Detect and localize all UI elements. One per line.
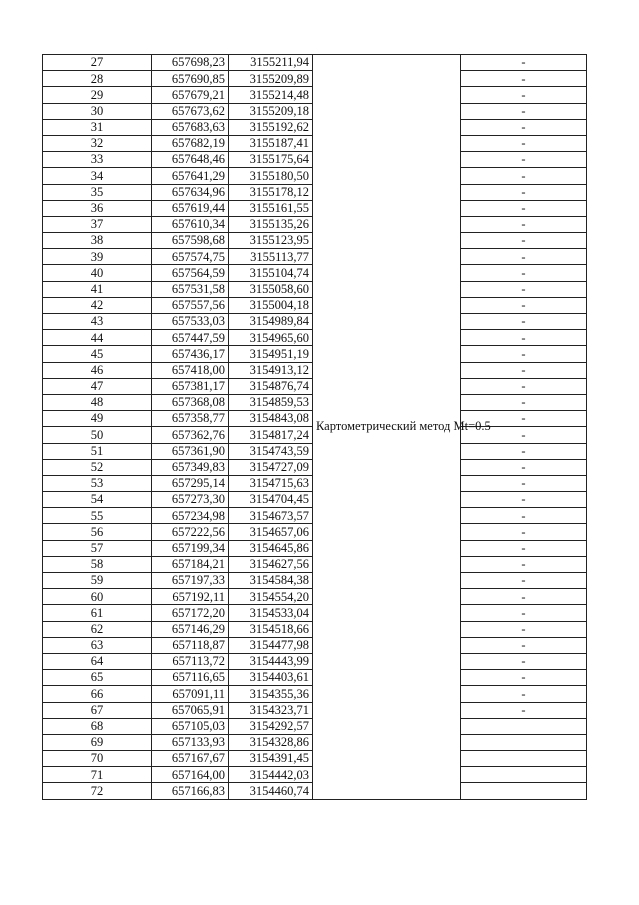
point-number-cell: 60 xyxy=(43,589,152,605)
mark-cell: - xyxy=(461,621,587,637)
mark-cell: - xyxy=(461,637,587,653)
x-coordinate-cell: 657447,59 xyxy=(152,330,229,346)
y-coordinate-cell: 3154743,59 xyxy=(229,443,313,459)
y-coordinate-cell: 3154477,98 xyxy=(229,637,313,653)
x-coordinate-cell: 657197,33 xyxy=(152,573,229,589)
x-coordinate-cell: 657381,17 xyxy=(152,378,229,394)
x-coordinate-cell: 657146,29 xyxy=(152,621,229,637)
point-number-cell: 32 xyxy=(43,135,152,151)
mark-cell: - xyxy=(461,71,587,87)
mark-cell xyxy=(461,718,587,734)
point-number-cell: 39 xyxy=(43,249,152,265)
point-number-cell: 62 xyxy=(43,621,152,637)
point-number-cell: 29 xyxy=(43,87,152,103)
x-coordinate-cell: 657574,75 xyxy=(152,249,229,265)
coordinates-table xyxy=(42,54,587,800)
point-number-cell: 44 xyxy=(43,330,152,346)
y-coordinate-cell: 3155175,64 xyxy=(229,152,313,168)
point-number-cell: 59 xyxy=(43,573,152,589)
point-number-cell: 27 xyxy=(43,55,152,71)
y-coordinate-cell: 3155161,55 xyxy=(229,200,313,216)
y-coordinate-cell: 3155178,12 xyxy=(229,184,313,200)
x-coordinate-cell: 657105,03 xyxy=(152,718,229,734)
coordinates-table-body xyxy=(43,55,587,800)
point-number-cell: 45 xyxy=(43,346,152,362)
x-coordinate-cell: 657683,63 xyxy=(152,119,229,135)
y-coordinate-cell: 3154518,66 xyxy=(229,621,313,637)
point-number-cell: 56 xyxy=(43,524,152,540)
mark-cell xyxy=(461,734,587,750)
mark-cell: - xyxy=(461,314,587,330)
point-number-cell: 53 xyxy=(43,475,152,491)
mark-cell: - xyxy=(461,249,587,265)
x-coordinate-cell: 657133,93 xyxy=(152,734,229,750)
y-coordinate-cell: 3154913,12 xyxy=(229,362,313,378)
point-number-cell: 72 xyxy=(43,783,152,799)
x-coordinate-cell: 657641,29 xyxy=(152,168,229,184)
y-coordinate-cell: 3155214,48 xyxy=(229,87,313,103)
y-coordinate-cell: 3154843,08 xyxy=(229,411,313,427)
y-coordinate-cell: 3154627,56 xyxy=(229,556,313,572)
point-number-cell: 52 xyxy=(43,459,152,475)
x-coordinate-cell: 657531,58 xyxy=(152,281,229,297)
x-coordinate-cell: 657362,76 xyxy=(152,427,229,443)
mark-cell: - xyxy=(461,524,587,540)
x-coordinate-cell: 657118,87 xyxy=(152,637,229,653)
x-coordinate-cell: 657361,90 xyxy=(152,443,229,459)
mark-cell xyxy=(461,751,587,767)
x-coordinate-cell: 657234,98 xyxy=(152,508,229,524)
method-cell: Картометрический метод Mt=0.5 xyxy=(313,55,461,800)
y-coordinate-cell: 3154673,57 xyxy=(229,508,313,524)
point-number-cell: 38 xyxy=(43,233,152,249)
x-coordinate-cell: 657564,59 xyxy=(152,265,229,281)
x-coordinate-cell: 657557,56 xyxy=(152,297,229,313)
mark-cell: - xyxy=(461,573,587,589)
y-coordinate-cell: 3154715,63 xyxy=(229,475,313,491)
x-coordinate-cell: 657065,91 xyxy=(152,702,229,718)
mark-cell: - xyxy=(461,540,587,556)
y-coordinate-cell: 3155123,95 xyxy=(229,233,313,249)
mark-cell: - xyxy=(461,55,587,71)
mark-cell: - xyxy=(461,443,587,459)
y-coordinate-cell: 3155135,26 xyxy=(229,216,313,232)
y-coordinate-cell: 3155209,18 xyxy=(229,103,313,119)
y-coordinate-cell: 3154323,71 xyxy=(229,702,313,718)
mark-cell: - xyxy=(461,216,587,232)
point-number-cell: 49 xyxy=(43,411,152,427)
point-number-cell: 57 xyxy=(43,540,152,556)
point-number-cell: 71 xyxy=(43,767,152,783)
point-number-cell: 69 xyxy=(43,734,152,750)
y-coordinate-cell: 3155211,94 xyxy=(229,55,313,71)
mark-cell: - xyxy=(461,233,587,249)
x-coordinate-cell: 657184,21 xyxy=(152,556,229,572)
mark-cell: - xyxy=(461,459,587,475)
point-number-cell: 48 xyxy=(43,394,152,410)
y-coordinate-cell: 3155180,50 xyxy=(229,168,313,184)
y-coordinate-cell: 3154460,74 xyxy=(229,783,313,799)
point-number-cell: 66 xyxy=(43,686,152,702)
point-number-cell: 63 xyxy=(43,637,152,653)
y-coordinate-cell: 3155187,41 xyxy=(229,135,313,151)
y-coordinate-cell: 3154645,86 xyxy=(229,540,313,556)
x-coordinate-cell: 657634,96 xyxy=(152,184,229,200)
y-coordinate-cell: 3154554,20 xyxy=(229,589,313,605)
y-coordinate-cell: 3154443,99 xyxy=(229,653,313,669)
point-number-cell: 42 xyxy=(43,297,152,313)
point-number-cell: 36 xyxy=(43,200,152,216)
x-coordinate-cell: 657682,19 xyxy=(152,135,229,151)
mark-cell: - xyxy=(461,378,587,394)
point-number-cell: 50 xyxy=(43,427,152,443)
y-coordinate-cell: 3154859,53 xyxy=(229,394,313,410)
mark-cell: - xyxy=(461,152,587,168)
y-coordinate-cell: 3154704,45 xyxy=(229,492,313,508)
mark-cell: - xyxy=(461,605,587,621)
mark-cell: - xyxy=(461,653,587,669)
point-number-cell: 70 xyxy=(43,751,152,767)
mark-cell: - xyxy=(461,427,587,443)
point-number-cell: 34 xyxy=(43,168,152,184)
mark-cell: - xyxy=(461,589,587,605)
y-coordinate-cell: 3154533,04 xyxy=(229,605,313,621)
x-coordinate-cell: 657167,67 xyxy=(152,751,229,767)
y-coordinate-cell: 3154328,86 xyxy=(229,734,313,750)
point-number-cell: 41 xyxy=(43,281,152,297)
mark-cell: - xyxy=(461,556,587,572)
x-coordinate-cell: 657172,20 xyxy=(152,605,229,621)
mark-cell: - xyxy=(461,119,587,135)
mark-cell: - xyxy=(461,702,587,718)
document-page xyxy=(42,54,586,800)
point-number-cell: 40 xyxy=(43,265,152,281)
x-coordinate-cell: 657222,56 xyxy=(152,524,229,540)
point-number-cell: 35 xyxy=(43,184,152,200)
x-coordinate-cell: 657673,62 xyxy=(152,103,229,119)
y-coordinate-cell: 3155004,18 xyxy=(229,297,313,313)
x-coordinate-cell: 657164,00 xyxy=(152,767,229,783)
mark-cell: - xyxy=(461,265,587,281)
point-number-cell: 65 xyxy=(43,670,152,686)
y-coordinate-cell: 3154403,61 xyxy=(229,670,313,686)
point-number-cell: 37 xyxy=(43,216,152,232)
point-number-cell: 67 xyxy=(43,702,152,718)
mark-cell: - xyxy=(461,346,587,362)
x-coordinate-cell: 657349,83 xyxy=(152,459,229,475)
mark-cell xyxy=(461,783,587,799)
y-coordinate-cell: 3155104,74 xyxy=(229,265,313,281)
mark-cell: - xyxy=(461,297,587,313)
mark-cell: - xyxy=(461,135,587,151)
x-coordinate-cell: 657436,17 xyxy=(152,346,229,362)
x-coordinate-cell: 657610,34 xyxy=(152,216,229,232)
x-coordinate-cell: 657358,77 xyxy=(152,411,229,427)
mark-cell: - xyxy=(461,200,587,216)
mark-cell: - xyxy=(461,330,587,346)
mark-cell: - xyxy=(461,184,587,200)
y-coordinate-cell: 3154965,60 xyxy=(229,330,313,346)
y-coordinate-cell: 3155209,89 xyxy=(229,71,313,87)
mark-cell: - xyxy=(461,394,587,410)
x-coordinate-cell: 657648,46 xyxy=(152,152,229,168)
y-coordinate-cell: 3154989,84 xyxy=(229,314,313,330)
mark-cell xyxy=(461,767,587,783)
point-number-cell: 46 xyxy=(43,362,152,378)
x-coordinate-cell: 657273,30 xyxy=(152,492,229,508)
x-coordinate-cell: 657619,44 xyxy=(152,200,229,216)
mark-cell: - xyxy=(461,87,587,103)
point-number-cell: 61 xyxy=(43,605,152,621)
point-number-cell: 28 xyxy=(43,71,152,87)
y-coordinate-cell: 3154817,24 xyxy=(229,427,313,443)
point-number-cell: 47 xyxy=(43,378,152,394)
mark-cell: - xyxy=(461,362,587,378)
mark-cell: - xyxy=(461,411,587,427)
mark-cell: - xyxy=(461,686,587,702)
y-coordinate-cell: 3154657,06 xyxy=(229,524,313,540)
mark-cell: - xyxy=(461,670,587,686)
table-row xyxy=(43,55,587,71)
y-coordinate-cell: 3155192,62 xyxy=(229,119,313,135)
mark-cell: - xyxy=(461,281,587,297)
mark-cell: - xyxy=(461,492,587,508)
point-number-cell: 68 xyxy=(43,718,152,734)
x-coordinate-cell: 657698,23 xyxy=(152,55,229,71)
x-coordinate-cell: 657116,65 xyxy=(152,670,229,686)
point-number-cell: 33 xyxy=(43,152,152,168)
point-number-cell: 64 xyxy=(43,653,152,669)
y-coordinate-cell: 3154584,38 xyxy=(229,573,313,589)
point-number-cell: 30 xyxy=(43,103,152,119)
y-coordinate-cell: 3154355,36 xyxy=(229,686,313,702)
x-coordinate-cell: 657368,08 xyxy=(152,394,229,410)
x-coordinate-cell: 657166,83 xyxy=(152,783,229,799)
y-coordinate-cell: 3154391,45 xyxy=(229,751,313,767)
x-coordinate-cell: 657295,14 xyxy=(152,475,229,491)
y-coordinate-cell: 3154292,57 xyxy=(229,718,313,734)
mark-cell: - xyxy=(461,103,587,119)
point-number-cell: 58 xyxy=(43,556,152,572)
y-coordinate-cell: 3155058,60 xyxy=(229,281,313,297)
x-coordinate-cell: 657113,72 xyxy=(152,653,229,669)
x-coordinate-cell: 657533,03 xyxy=(152,314,229,330)
x-coordinate-cell: 657199,34 xyxy=(152,540,229,556)
point-number-cell: 43 xyxy=(43,314,152,330)
mark-cell: - xyxy=(461,168,587,184)
y-coordinate-cell: 3154951,19 xyxy=(229,346,313,362)
point-number-cell: 55 xyxy=(43,508,152,524)
mark-cell: - xyxy=(461,475,587,491)
x-coordinate-cell: 657192,11 xyxy=(152,589,229,605)
mark-cell: - xyxy=(461,508,587,524)
point-number-cell: 51 xyxy=(43,443,152,459)
x-coordinate-cell: 657679,21 xyxy=(152,87,229,103)
y-coordinate-cell: 3154876,74 xyxy=(229,378,313,394)
x-coordinate-cell: 657598,68 xyxy=(152,233,229,249)
y-coordinate-cell: 3154727,09 xyxy=(229,459,313,475)
x-coordinate-cell: 657418,00 xyxy=(152,362,229,378)
x-coordinate-cell: 657091,11 xyxy=(152,686,229,702)
y-coordinate-cell: 3154442,03 xyxy=(229,767,313,783)
x-coordinate-cell: 657690,85 xyxy=(152,71,229,87)
point-number-cell: 54 xyxy=(43,492,152,508)
point-number-cell: 31 xyxy=(43,119,152,135)
y-coordinate-cell: 3155113,77 xyxy=(229,249,313,265)
